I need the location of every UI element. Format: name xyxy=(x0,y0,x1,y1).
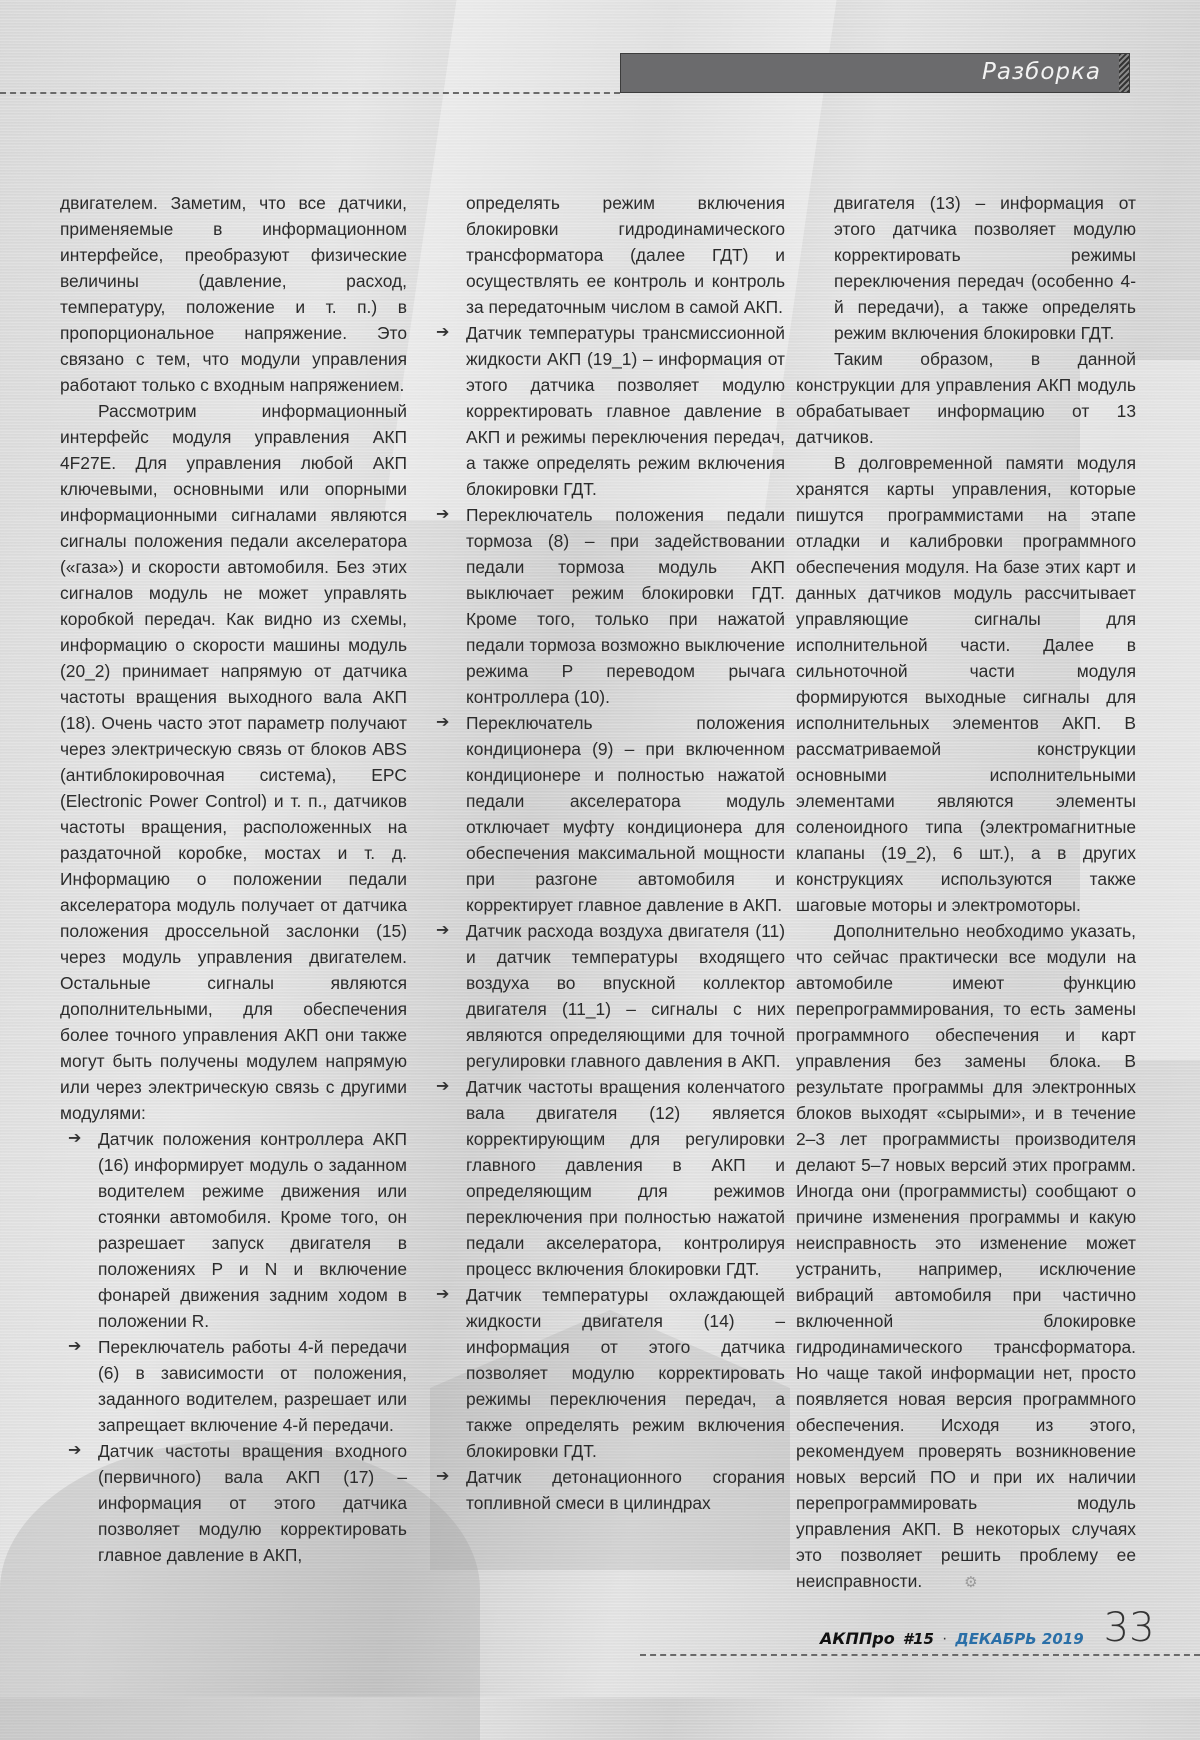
list-item: ➔ Датчик частоты вращения коленчатого вала двигателя (12) является корректирующим для регулировки главного давления в АКП и определяющим для режимов переключения при полностью нажатой педали акселератора, контролируя процесс включения блокировки ГДТ. xyxy=(428,1074,785,1282)
footer-divider xyxy=(640,1654,1200,1656)
arrow-right-icon: ➔ xyxy=(436,922,450,939)
article-column-2 xyxy=(428,190,785,1516)
arrow-right-icon: ➔ xyxy=(436,1286,450,1303)
list-item: ➔ Датчик расхода воздуха двигателя (11) и датчик температуры входящего воздуха во впускной коллектор двигателя (11_1) – сигналы с них являются определяющими для точной регулировки главного давления в АКП. xyxy=(428,918,785,1074)
bullet-list xyxy=(60,1126,407,1568)
issue-date: ДЕКАБРЬ 2019 xyxy=(955,1630,1084,1648)
arrow-right-icon: ➔ xyxy=(436,1468,450,1485)
arrow-right-icon: ➔ xyxy=(68,1442,82,1459)
arrow-right-icon: ➔ xyxy=(436,324,450,341)
magazine-logo: АКППро xyxy=(820,1629,895,1648)
paragraph-final: Дополнительно необходимо указать, что сейчас практически все модули на автомобиле имеют функцию перепрограммирования, то есть замены программного обеспечения и карт управления без замены блока. В результате программы для электронных блоков выходят «сырыми», и в течение 2–3 лет программисты производителя делают 5–7 новых версий этих программ. Иногда они (программисты) сообщают о причине изменения программы и какую неисправность это изменение может устранить, например, исключение вибраций автомобиля при частично включенной блокировке гидродинамического трансформатора. Но чаще такой информации нет, просто появляется новая версия программного обеспечения. Исходя из этого, рекомендуем проверять возникновение новых версий ПО и при их наличии перепрограммировать модуль управления АКП. В некоторых случаях это позволяет решить проблему ее неисправности. ⚙ xyxy=(796,918,1136,1596)
list-item: ➔ Переключатель положения педали тормоза (8) – при задействовании педали тормоза модуль АКП выключает режим блокировки ГДТ. Кроме того, только при нажатой педали тормоза возможно выключение режима P переводом рычага контроллера (10). xyxy=(428,502,785,710)
arrow-right-icon: ➔ xyxy=(436,506,450,523)
paragraph: Рассмотрим информационный интерфейс модуля управления АКП 4F27E. Для управления любой АКП ключевыми, основными или опорными информационными сигналами являются сигналы положения педали акселератора («газа») и скорости автомобиля. Без этих сигналов модуль не может управлять коробкой передач. Как видно из схемы, информацию о скорости машины модуль (20_2) принимает напрямую от датчика частоты вращения выходного вала АКП (18). Очень часто этот параметр получают через электрическую связь от блоков ABS (антиблокировочная система), EPC (Electronic Power Control) и т. п., датчиков частоты вращения, расположенных на раздаточной коробке, мостах и т. д. Информацию о положении педали акселератора модуль получает от датчика положения дроссельной заслонки (15) через модуль управления двигателем. Остальные сигналы являются дополнительными, для обеспечения более точного управления АКП они также могут быть получены модулем напрямую или через электрическую связь с другими модулями: xyxy=(60,401,407,1123)
section-header-bar xyxy=(620,53,1130,93)
page-footer xyxy=(820,1605,1155,1651)
header-divider xyxy=(0,92,620,94)
paragraph: В долговременной памяти модуля хранятся карты управления, которые пишутся программистами на этапе отладки и калибровки программного обеспечения модуля. На базе этих карт и данных датчиков модуль рассчитывает управляющие сигналы для исполнительной части. Далее в сильноточной части модуля формируются выходные сигналы для исполнительных элементов АКП. В рассматриваемой конструкции основными исполнительными элементами являются элементы соленоидного типа (электромагнитные клапаны (19_2), 6 шт.), а в других конструкциях используются также шаговые моторы и электромоторы. xyxy=(796,453,1136,915)
list-item: ➔ Датчик температуры охлаждающей жидкости двигателя (14) – информация от этого датчика позволяет модулю корректировать режимы переключения передач, а также определять режим включения блокировки ГДТ. xyxy=(428,1282,785,1464)
separator: · xyxy=(942,1630,948,1647)
arrow-right-icon: ➔ xyxy=(436,1078,450,1095)
list-item-continuation: определять режим включения блокировки гидродинамического трансформатора (далее ГДТ) и осуществлять ее контроль и контроль за передаточным числом в самой АКП. xyxy=(466,193,785,317)
arrow-right-icon: ➔ xyxy=(68,1338,82,1355)
arrow-right-icon: ➔ xyxy=(436,714,450,731)
paragraph: Таким образом, в данной конструкции для управления АКП модуль обрабатывает информацию от 13 датчиков. xyxy=(796,349,1136,447)
list-item-continuation: двигателя (13) – информация от этого датчика позволяет модулю корректировать режимы переключения передач (особенно 4-й передачи), а также определять режим включения блокировки ГДТ. xyxy=(834,193,1136,343)
list-item: ➔ Датчик частоты вращения входного (первичного) вала АКП (17) – информация от этого датчика позволяет модулю корректировать главное давление в АКП, xyxy=(60,1438,407,1568)
hatch-decoration xyxy=(1119,54,1129,92)
arrow-right-icon: ➔ xyxy=(68,1130,82,1147)
article-column-3 xyxy=(796,190,1136,1596)
page-number: 33 xyxy=(1103,1605,1155,1651)
list-item: ➔ Переключатель работы 4-й передачи (6) в зависимости от положения, заданного водителем, разрешает или запрещает включение 4-й передачи. xyxy=(60,1334,407,1438)
gear-icon: ⚙ xyxy=(964,1574,978,1591)
list-item: ➔ Датчик детонационного сгорания топливной смеси в цилиндрах xyxy=(428,1464,785,1516)
issue-number: #15 xyxy=(902,1630,934,1648)
list-item: ➔ Датчик температуры трансмиссионной жидкости АКП (19_1) – информация от этого датчика позволяет модулю корректировать главное давление в АКП и режимы переключения передач, а также определять режим включения блокировки ГДТ. xyxy=(428,320,785,502)
paragraph: двигателем. Заметим, что все датчики, применяемые в информационном интерфейсе, преобразуют физические величины (давление, расход, температуру, положение и т. п.) в пропорциональное напряжение. Это связано с тем, что модули управления работают только с входным напряжением. xyxy=(60,193,407,395)
bullet-list xyxy=(428,190,785,1516)
bullet-list xyxy=(796,190,1136,346)
list-item: ➔ Датчик положения контроллера АКП (16) информирует модуль о заданном водителем режиме движения или стоянки автомобиля. Кроме того, он разрешает запуск двигателя в положениях P и N и включение фонарей движения задним ходом в положении R. xyxy=(60,1126,407,1334)
section-title: Разборка xyxy=(981,59,1101,85)
article-column-1 xyxy=(60,190,407,1568)
list-item: ➔ Переключатель положения кондиционера (9) – при включенном кондиционере и полностью нажатой педали акселератора модуль отключает муфту кондиционера для обеспечения максимальной мощности при разгоне автомобиля и корректирует главное давление в АКП. xyxy=(428,710,785,918)
